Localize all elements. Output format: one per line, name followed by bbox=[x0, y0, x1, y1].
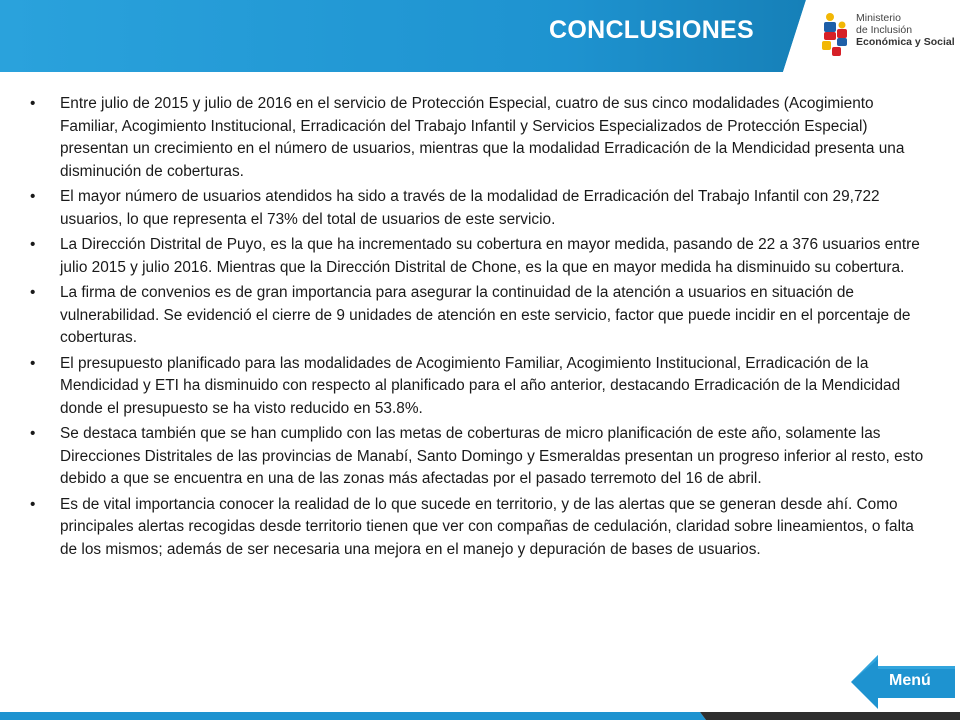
ministry-emblem-icon bbox=[818, 10, 852, 60]
bullet-icon: • bbox=[30, 354, 36, 372]
list-item-text: Es de vital importancia conocer la realidad de lo que sucede en territorio, y de las alertas que se generan desde ahí. Como principales alertas recogidas desde territorio tienen que ver con compañas de cedulación, claridad sobre lineamientos, o falta de los mismos; además de ser necesaria una mejora en el manejo y depuración de bases de usuarios. bbox=[60, 495, 914, 558]
header-band-shape bbox=[0, 0, 960, 72]
ministry-logo bbox=[818, 8, 954, 64]
list-item-text: El mayor número de usuarios atendidos ha sido a través de la modalidad de Erradicación del Trabajo Infantil con 29,722 usuarios, lo que representa el 73% del total de usuarios de este servicio. bbox=[60, 188, 880, 228]
logo-text-line3: Económica y Social bbox=[856, 36, 955, 48]
list-item bbox=[30, 282, 925, 350]
page-title: CONCLUSIONES bbox=[549, 16, 755, 44]
list-item bbox=[30, 186, 925, 231]
header-band bbox=[0, 0, 960, 72]
bullet-icon: • bbox=[30, 188, 36, 205]
list-item-text: La firma de convenios es de gran importancia para asegurar la continuidad de la atención a usuarios en situación de vulnerabilidad. Se evidenció el cierre de 9 unidades de atención en este servicio, factor que puede incidir en el porcentaje de coberturas. bbox=[60, 284, 911, 346]
list-item-text: Entre julio de 2015 y julio de 2016 en el servicio de Protección Especial, cuatro de sus cinco modalidades (Acogimiento Familiar, Acogimiento Institucional, Erradicación del Trabajo Infantil y Servicios Especializados de Protección Especial) presentan un crecimiento en el número de usuarios, mientras que la modalidad Erradicación de la Mendicidad presenta una disminución de coberturas. bbox=[60, 95, 905, 180]
list-item-text: El presupuesto planificado para las modalidades de Acogimiento Familiar, Acogimiento Institucional, Erradicación de la Mendicidad y ETI ha disminuido con respecto al planificado para el año anterior, destacando Erradicación de la Mendicidad donde el presupuesto se ha visto reducido en 53.8%. bbox=[60, 354, 901, 417]
list-item bbox=[30, 234, 925, 279]
list-item bbox=[30, 353, 925, 421]
list-item bbox=[30, 93, 925, 183]
bullet-icon: • bbox=[30, 95, 36, 112]
list-item-text: La Dirección Distrital de Puyo, es la que ha incrementado su cobertura en mayor medida, pasando de 22 a 376 usuarios entre julio 2015 y julio 2016. Mientras que la Dirección Distrital de Chone, es la que en mayor medida ha disminuido su cobertura. bbox=[60, 236, 920, 276]
bullet-icon: • bbox=[30, 425, 36, 442]
bullet-icon: • bbox=[30, 236, 36, 253]
footer-band bbox=[0, 712, 960, 720]
conclusions-list bbox=[30, 93, 925, 561]
logo-text-line1: Ministerio bbox=[856, 12, 901, 24]
bullet-icon: • bbox=[30, 495, 36, 513]
logo-text-line2: de Inclusión bbox=[856, 24, 913, 36]
list-item bbox=[30, 494, 925, 562]
list-item bbox=[30, 423, 925, 491]
menu-button-label: Menú bbox=[889, 672, 931, 689]
conclusions-content bbox=[30, 93, 925, 564]
bullet-icon: • bbox=[30, 284, 36, 301]
list-item-text: Se destaca también que se han cumplido con las metas de coberturas de micro planificación de este año, solamente las Direcciones Distritales de las provincias de Manabí, Santo Domingo y Esmeraldas presentan un progreso inferior al resto, esto debido a que se encuentra en una de las zonas más afectadas por el pasado terremoto del 16 de abril. bbox=[60, 425, 924, 487]
menu-button[interactable] bbox=[851, 655, 955, 709]
